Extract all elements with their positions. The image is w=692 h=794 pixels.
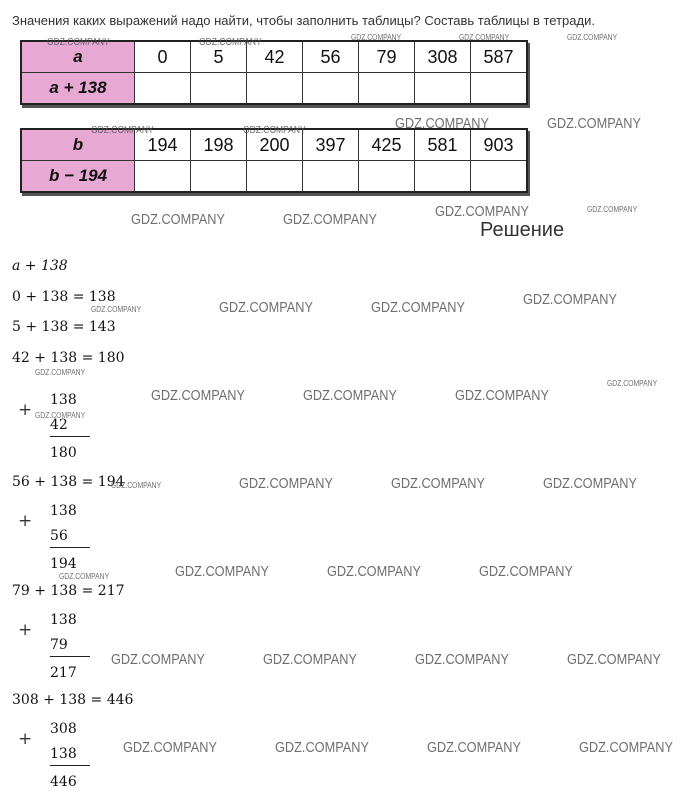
watermark: GDZ.COMPANY <box>543 475 637 492</box>
watermark: GDZ.COMPANY <box>459 33 510 42</box>
table-b-empty-cell <box>247 161 303 193</box>
watermark: GDZ.COMPANY <box>283 211 377 228</box>
watermark: GDZ.COMPANY <box>567 651 661 668</box>
table-b-row-result <box>21 161 527 193</box>
watermark: GDZ.COMPANY <box>607 379 658 388</box>
column-bottom: 79 <box>50 637 68 653</box>
equation: 42 + 138 = 180 <box>12 350 125 366</box>
column-result: 217 <box>50 665 77 681</box>
column-line <box>50 765 90 766</box>
watermark: GDZ.COMPANY <box>243 125 306 136</box>
watermark: GDZ.COMPANY <box>547 115 641 132</box>
watermark: GDZ.COMPANY <box>219 299 313 316</box>
watermark: GDZ.COMPANY <box>91 125 154 136</box>
plus-sign: + <box>18 729 33 749</box>
table-b-cell: 198 <box>191 129 247 161</box>
column-bottom: 138 <box>50 746 77 762</box>
table-a-empty-cell <box>303 73 359 105</box>
equation: 56 + 138 = 194 <box>12 474 125 490</box>
table-b <box>20 128 528 193</box>
column-top: 138 <box>50 612 77 628</box>
table-a-header-top: a <box>21 41 135 73</box>
watermark: GDZ.COMPANY <box>587 205 638 214</box>
table-a-header-bottom: a + 138 <box>21 73 135 105</box>
column-result: 194 <box>50 556 77 572</box>
table-a-cell: 79 <box>359 41 415 73</box>
table-a-cell: 56 <box>303 41 359 73</box>
equation: 0 + 138 = 138 <box>12 289 116 305</box>
table-a-empty-cell <box>191 73 247 105</box>
table-a-empty-cell <box>471 73 528 105</box>
watermark: GDZ.COMPANY <box>151 387 245 404</box>
plus-sign: + <box>18 400 33 420</box>
table-a <box>20 40 528 105</box>
column-bottom: 56 <box>50 528 68 544</box>
table-a-empty-cell <box>135 73 191 105</box>
watermark: GDZ.COMPANY <box>523 291 617 308</box>
table-b-cell: 903 <box>471 129 528 161</box>
table-b-empty-cell <box>471 161 528 193</box>
watermark: GDZ.COMPANY <box>395 115 489 132</box>
watermark: GDZ.COMPANY <box>275 739 369 756</box>
column-result: 180 <box>50 445 77 461</box>
equation: 308 + 138 = 446 <box>12 692 134 708</box>
column-line <box>50 436 90 437</box>
table-b-empty-cell <box>135 161 191 193</box>
task-text: Значения каких выражений надо найти, чтобы заполнить таблицы? Составь таблицы в тетради. <box>12 13 595 28</box>
watermark: GDZ.COMPANY <box>427 739 521 756</box>
table-b-header-top: b <box>21 129 135 161</box>
watermark: GDZ.COMPANY <box>415 651 509 668</box>
watermark: GDZ.COMPANY <box>479 563 573 580</box>
table-a-empty-cell <box>359 73 415 105</box>
watermark: GDZ.COMPANY <box>435 203 529 220</box>
column-top: 308 <box>50 721 77 737</box>
watermark: GDZ.COMPANY <box>239 475 333 492</box>
table-b-empty-cell <box>191 161 247 193</box>
table-b-empty-cell <box>303 161 359 193</box>
watermark: GDZ.COMPANY <box>35 368 86 377</box>
column-line <box>50 547 90 548</box>
table-b-cell: 397 <box>303 129 359 161</box>
watermark: GDZ.COMPANY <box>59 572 110 581</box>
table-a-cell: 587 <box>471 41 528 73</box>
table-a-cell: 308 <box>415 41 471 73</box>
watermark: GDZ.COMPANY <box>327 563 421 580</box>
solution-title: a + 138 <box>12 258 68 274</box>
watermark: GDZ.COMPANY <box>455 387 549 404</box>
table-b-cell: 200 <box>247 129 303 161</box>
solution-heading: Решение <box>480 219 565 241</box>
column-top: 138 <box>50 503 77 519</box>
watermark: GDZ.COMPANY <box>567 33 618 42</box>
watermark: GDZ.COMPANY <box>351 33 402 42</box>
table-b-cell: 581 <box>415 129 471 161</box>
plus-sign: + <box>18 511 33 531</box>
plus-sign: + <box>18 620 33 640</box>
table-b-header-bottom: b − 194 <box>21 161 135 193</box>
watermark: GDZ.COMPANY <box>47 37 110 48</box>
table-a-row-result <box>21 73 527 105</box>
table-a-empty-cell <box>247 73 303 105</box>
table-b-empty-cell <box>415 161 471 193</box>
watermark: GDZ.COMPANY <box>303 387 397 404</box>
column-bottom: 42 <box>50 417 68 433</box>
table-a-cell: 5 <box>191 41 247 73</box>
table-a-empty-cell <box>415 73 471 105</box>
column-line <box>50 656 90 657</box>
watermark: GDZ.COMPANY <box>263 651 357 668</box>
watermark: GDZ.COMPANY <box>35 411 86 420</box>
table-a-cell: 0 <box>135 41 191 73</box>
watermark: GDZ.COMPANY <box>579 739 673 756</box>
table-b-cell: 425 <box>359 129 415 161</box>
column-result: 446 <box>50 774 77 790</box>
watermark: GDZ.COMPANY <box>111 651 205 668</box>
watermark: GDZ.COMPANY <box>123 739 217 756</box>
watermark: GDZ.COMPANY <box>371 299 465 316</box>
watermark: GDZ.COMPANY <box>175 563 269 580</box>
equation: 79 + 138 = 217 <box>12 583 125 599</box>
watermark: GDZ.COMPANY <box>91 305 142 314</box>
table-b-cell: 194 <box>135 129 191 161</box>
watermark: GDZ.COMPANY <box>391 475 485 492</box>
table-a-cell: 42 <box>247 41 303 73</box>
equation: 5 + 138 = 143 <box>12 319 116 335</box>
table-b-empty-cell <box>359 161 415 193</box>
watermark: GDZ.COMPANY <box>199 37 262 48</box>
column-top: 138 <box>50 392 77 408</box>
watermark: GDZ.COMPANY <box>111 481 162 490</box>
watermark: GDZ.COMPANY <box>131 211 225 228</box>
